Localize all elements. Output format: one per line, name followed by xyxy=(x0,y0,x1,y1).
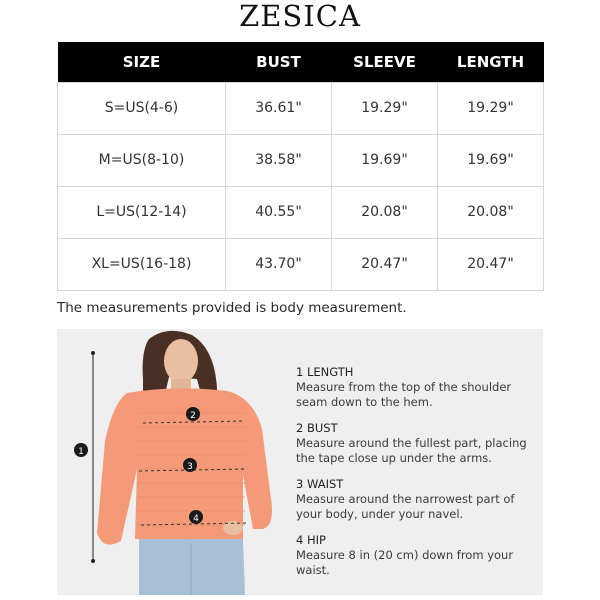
svg-text:2: 2 xyxy=(190,411,196,421)
waist-instruction xyxy=(296,477,541,522)
face-shape xyxy=(164,339,198,383)
bust-desc-line: Measure around the fullest part, placing xyxy=(296,436,527,450)
header-bust: BUST xyxy=(226,42,332,82)
marker-4 xyxy=(189,510,203,524)
length-desc-line: Measure from the top of the shoulder xyxy=(296,380,512,394)
table-header-row xyxy=(58,42,544,82)
hip-title: 4 HIP xyxy=(296,533,326,547)
table-row xyxy=(58,134,544,186)
cell-size: L=US(12-14) xyxy=(58,186,226,238)
measurement-instructions xyxy=(296,365,541,589)
brand-logo: ZESICA xyxy=(239,0,361,33)
svg-text:4: 4 xyxy=(193,514,199,524)
header-sleeve: SLEEVE xyxy=(332,42,438,82)
measurement-note: The measurements provided is body measurement. xyxy=(57,300,407,316)
cell-size: XL=US(16-18) xyxy=(58,238,226,290)
waist-desc-line: your body, under your navel. xyxy=(296,507,464,521)
length-desc-line: seam down to the hem. xyxy=(296,395,433,409)
cell-bust: 43.70" xyxy=(226,238,332,290)
cell-sleeve: 20.47" xyxy=(332,238,438,290)
cell-sleeve: 19.69" xyxy=(332,134,438,186)
table-row xyxy=(58,186,544,238)
table-row xyxy=(58,82,544,134)
bust-desc-line: the tape close up under the arms. xyxy=(296,451,492,465)
cell-sleeve: 20.08" xyxy=(332,186,438,238)
cell-bust: 36.61" xyxy=(226,82,332,134)
size-chart-table xyxy=(57,42,544,291)
length-title: 1 LENGTH xyxy=(296,365,354,379)
model-illustration xyxy=(57,329,287,595)
cell-bust: 38.58" xyxy=(226,134,332,186)
header-size: SIZE xyxy=(58,42,226,82)
cell-length: 19.69" xyxy=(438,134,544,186)
svg-text:1: 1 xyxy=(78,447,84,457)
jeans-shape xyxy=(139,539,245,595)
cell-bust: 40.55" xyxy=(226,186,332,238)
cell-length: 20.47" xyxy=(438,238,544,290)
length-instruction xyxy=(296,365,541,410)
hip-instruction xyxy=(296,533,541,578)
bust-title: 2 BUST xyxy=(296,421,338,435)
table-row xyxy=(58,238,544,290)
hip-desc-line: Measure 8 in (20 cm) down from your waist. xyxy=(296,548,514,577)
marker-2 xyxy=(186,407,200,421)
marker-3 xyxy=(183,458,197,472)
marker-1 xyxy=(74,443,88,457)
cell-size: S=US(4-6) xyxy=(58,82,226,134)
waist-desc-line: Measure around the narrowest part of xyxy=(296,492,515,506)
cell-sleeve: 19.29" xyxy=(332,82,438,134)
measurement-guide-panel xyxy=(57,329,543,595)
svg-text:3: 3 xyxy=(187,462,193,472)
cell-length: 20.08" xyxy=(438,186,544,238)
cell-size: M=US(8-10) xyxy=(58,134,226,186)
bust-instruction xyxy=(296,421,541,466)
header-length: LENGTH xyxy=(438,42,544,82)
cell-length: 19.29" xyxy=(438,82,544,134)
waist-title: 3 WAIST xyxy=(296,477,344,491)
